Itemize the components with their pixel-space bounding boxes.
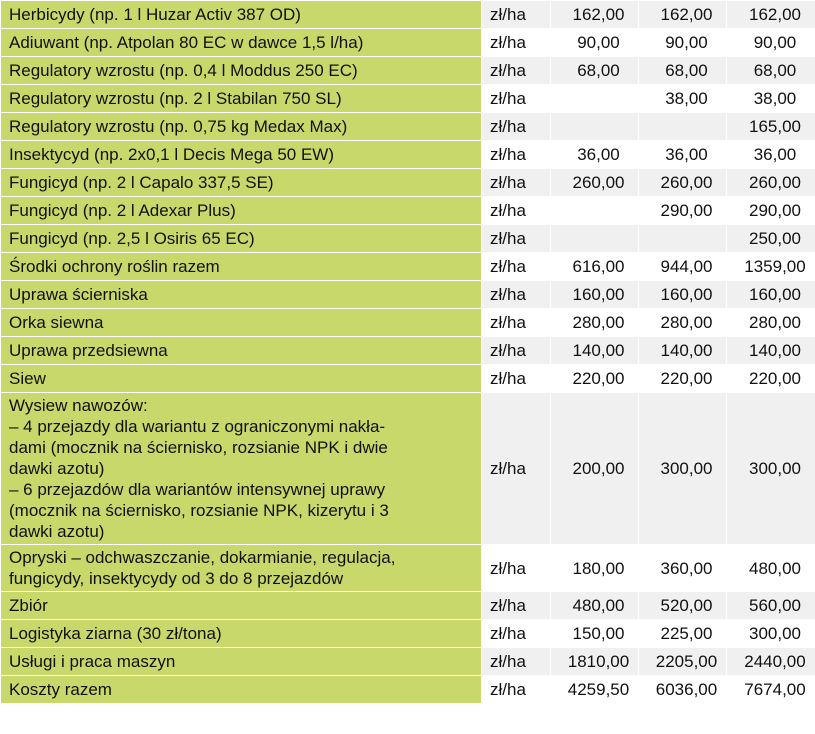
row-label: Regulatory wzrostu (np. 0,4 l Moddus 250 EC)	[1, 57, 482, 85]
unit-cell: zł/ha	[482, 365, 551, 393]
value-cell-variant-1: 480,00	[551, 592, 639, 620]
unit-cell: zł/ha	[482, 281, 551, 309]
table-row	[1, 197, 815, 225]
row-label: Uprawa przedsiewna	[1, 337, 482, 365]
table-row	[1, 592, 815, 620]
value-cell-variant-2: 36,00	[639, 141, 727, 169]
row-label: Usługi i praca maszyn	[1, 648, 482, 676]
value-cell-variant-1: 162,00	[551, 1, 639, 29]
unit-cell: zł/ha	[482, 57, 551, 85]
unit-cell: zł/ha	[482, 29, 551, 57]
table-row	[1, 57, 815, 85]
unit-cell: zł/ha	[482, 197, 551, 225]
value-cell-variant-2: 38,00	[639, 85, 727, 113]
unit-cell: zł/ha	[482, 620, 551, 648]
row-label: Fungicyd (np. 2 l Capalo 337,5 SE)	[1, 169, 482, 197]
value-cell-variant-2	[639, 225, 727, 253]
row-label: Fungicyd (np. 2,5 l Osiris 65 EC)	[1, 225, 482, 253]
table-row	[1, 141, 815, 169]
value-cell-variant-1: 616,00	[551, 253, 639, 281]
value-cell-variant-2: 520,00	[639, 592, 727, 620]
row-label	[1, 545, 482, 592]
table-row	[1, 393, 815, 545]
value-cell-variant-2: 225,00	[639, 620, 727, 648]
value-cell-variant-2: 90,00	[639, 29, 727, 57]
unit-cell: zł/ha	[482, 545, 551, 592]
row-label: Regulatory wzrostu (np. 0,75 kg Medax Max)	[1, 113, 482, 141]
table-row	[1, 620, 815, 648]
value-cell-variant-1: 4259,50	[551, 676, 639, 704]
label-line: dawki azotu)	[9, 459, 105, 478]
value-cell-variant-2: 2205,00	[639, 648, 727, 676]
value-cell-variant-2: 220,00	[639, 365, 727, 393]
value-cell-variant-1: 140,00	[551, 337, 639, 365]
label-line: – 6 przejazdów dla wariantów intensywnej uprawy	[9, 480, 386, 499]
unit-cell: zł/ha	[482, 225, 551, 253]
value-cell-variant-1: 280,00	[551, 309, 639, 337]
row-label: Insektycyd (np. 2x0,1 l Decis Mega 50 EW)	[1, 141, 482, 169]
value-cell-variant-3: 36,00	[727, 141, 815, 169]
value-cell-variant-3: 2440,00	[727, 648, 815, 676]
value-cell-variant-1: 260,00	[551, 169, 639, 197]
value-cell-variant-3: 300,00	[727, 620, 815, 648]
value-cell-variant-3: 300,00	[727, 393, 815, 545]
table-row	[1, 337, 815, 365]
row-label: Herbicydy (np. 1 l Huzar Activ 387 OD)	[1, 1, 482, 29]
row-label: Adiuwant (np. Atpolan 80 EC w dawce 1,5 l/ha)	[1, 29, 482, 57]
table-row	[1, 281, 815, 309]
value-cell-variant-3: 560,00	[727, 592, 815, 620]
value-cell-variant-2	[639, 113, 727, 141]
table-row	[1, 113, 815, 141]
table-row	[1, 169, 815, 197]
value-cell-variant-3: 480,00	[727, 545, 815, 592]
row-label: Uprawa ścierniska	[1, 281, 482, 309]
row-label: Logistyka ziarna (30 zł/tona)	[1, 620, 482, 648]
value-cell-variant-3: 160,00	[727, 281, 815, 309]
value-cell-variant-2: 162,00	[639, 1, 727, 29]
label-line: Wysiew nawozów:	[9, 396, 148, 415]
row-label: Siew	[1, 365, 482, 393]
unit-cell: zł/ha	[482, 337, 551, 365]
label-line: (mocznik na ściernisko, rozsianie NPK, kizerytu i 3	[9, 501, 389, 520]
label-line: Opryski – odchwaszczanie, dokarmianie, regulacja,	[9, 548, 396, 567]
value-cell-variant-3: 162,00	[727, 1, 815, 29]
row-label: Koszty razem	[1, 676, 482, 704]
unit-cell: zł/ha	[482, 113, 551, 141]
value-cell-variant-2: 944,00	[639, 253, 727, 281]
label-line: – 4 przejazdy dla wariantu z ograniczonymi nakła-	[9, 417, 386, 436]
table-row	[1, 309, 815, 337]
value-cell-variant-1: 90,00	[551, 29, 639, 57]
table-row	[1, 29, 815, 57]
unit-cell: zł/ha	[482, 676, 551, 704]
value-cell-variant-3: 68,00	[727, 57, 815, 85]
value-cell-variant-1	[551, 85, 639, 113]
unit-cell: zł/ha	[482, 648, 551, 676]
value-cell-variant-2: 260,00	[639, 169, 727, 197]
value-cell-variant-1: 200,00	[551, 393, 639, 545]
value-cell-variant-2: 300,00	[639, 393, 727, 545]
label-line: fungicydy, insektycydy od 3 do 8 przejazdów	[9, 569, 344, 588]
value-cell-variant-2: 160,00	[639, 281, 727, 309]
value-cell-variant-3: 140,00	[727, 337, 815, 365]
row-label: Orka siewna	[1, 309, 482, 337]
unit-cell: zł/ha	[482, 309, 551, 337]
value-cell-variant-3: 1359,00	[727, 253, 815, 281]
value-cell-variant-2: 280,00	[639, 309, 727, 337]
row-label: Środki ochrony roślin razem	[1, 253, 482, 281]
value-cell-variant-3: 280,00	[727, 309, 815, 337]
value-cell-variant-1: 36,00	[551, 141, 639, 169]
value-cell-variant-3: 260,00	[727, 169, 815, 197]
value-cell-variant-1	[551, 225, 639, 253]
value-cell-variant-1: 160,00	[551, 281, 639, 309]
label-line: dami (mocznik na ściernisko, rozsianie NPK i dwie	[9, 438, 388, 457]
value-cell-variant-1: 220,00	[551, 365, 639, 393]
unit-cell: zł/ha	[482, 393, 551, 545]
value-cell-variant-1: 1810,00	[551, 648, 639, 676]
value-cell-variant-2: 6036,00	[639, 676, 727, 704]
table-row	[1, 85, 815, 113]
table-row	[1, 545, 815, 592]
unit-cell: zł/ha	[482, 253, 551, 281]
row-label: Fungicyd (np. 2 l Adexar Plus)	[1, 197, 482, 225]
table-row	[1, 225, 815, 253]
value-cell-variant-3: 90,00	[727, 29, 815, 57]
row-label: Zbiór	[1, 592, 482, 620]
value-cell-variant-1	[551, 113, 639, 141]
table-row	[1, 253, 815, 281]
row-label	[1, 393, 482, 545]
table-row	[1, 648, 815, 676]
value-cell-variant-3: 38,00	[727, 85, 815, 113]
value-cell-variant-1: 150,00	[551, 620, 639, 648]
unit-cell: zł/ha	[482, 592, 551, 620]
value-cell-variant-3: 290,00	[727, 197, 815, 225]
value-cell-variant-3: 7674,00	[727, 676, 815, 704]
label-line: dawki azotu)	[9, 522, 105, 541]
table-row	[1, 365, 815, 393]
value-cell-variant-2: 140,00	[639, 337, 727, 365]
unit-cell: zł/ha	[482, 85, 551, 113]
table-row	[1, 1, 815, 29]
value-cell-variant-2: 290,00	[639, 197, 727, 225]
value-cell-variant-1: 180,00	[551, 545, 639, 592]
value-cell-variant-3: 165,00	[727, 113, 815, 141]
unit-cell: zł/ha	[482, 1, 551, 29]
value-cell-variant-3: 220,00	[727, 365, 815, 393]
table-row	[1, 676, 815, 704]
value-cell-variant-3: 250,00	[727, 225, 815, 253]
value-cell-variant-1	[551, 197, 639, 225]
row-label: Regulatory wzrostu (np. 2 l Stabilan 750 SL)	[1, 85, 482, 113]
value-cell-variant-2: 360,00	[639, 545, 727, 592]
unit-cell: zł/ha	[482, 169, 551, 197]
unit-cell: zł/ha	[482, 141, 551, 169]
value-cell-variant-2: 68,00	[639, 57, 727, 85]
value-cell-variant-1: 68,00	[551, 57, 639, 85]
